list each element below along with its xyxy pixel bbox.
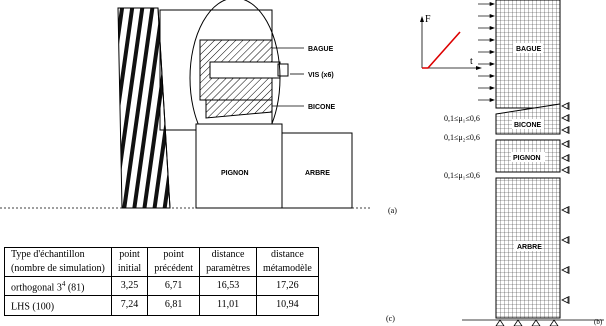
mesh-bague (496, 0, 560, 108)
table-cell: 6,81 (148, 296, 200, 315)
label-f: F (425, 14, 431, 25)
mesh-label-arbre: ARBRE (517, 244, 542, 251)
label-bicone: BICONE (308, 104, 336, 111)
table-row (5, 277, 319, 296)
label-arbre: ARBRE (305, 170, 330, 177)
label-bague: BAGUE (308, 46, 334, 53)
caption-b: (b) (594, 318, 603, 326)
figure-a-cross-section (0, 0, 400, 225)
mesh-label-bague: BAGUE (516, 46, 542, 53)
row-label: LHS (100) (5, 296, 112, 315)
header-cell: distance (256, 248, 318, 263)
friction-label-3: 0,1≤μ₁≤0,6 (444, 171, 480, 180)
figure-b-mesh-model (400, 0, 606, 326)
mesh-label-bicone: BICONE (514, 122, 542, 129)
header-cell: paramètres (200, 262, 257, 277)
load-ramp (422, 32, 460, 68)
header-cell: (nombre de simulation) (5, 262, 112, 277)
header-cell: précédent (148, 262, 200, 277)
bottom-supports (462, 320, 604, 326)
pignon-part (196, 124, 282, 208)
results-table (4, 247, 319, 316)
load-arrows (478, 3, 494, 102)
mesh-label-pignon: PIGNON (513, 155, 541, 162)
table-cell: 11,01 (200, 296, 257, 315)
header-cell: Type d'échantillon (5, 248, 112, 263)
header-cell: point (111, 248, 147, 263)
row-label: orthogonal $3^4$ (81) (5, 277, 112, 296)
gear-body (118, 8, 170, 208)
table-cell: 16,53 (200, 277, 257, 296)
label-vis: VIS (x6) (308, 72, 334, 79)
header-cell: métamodèle (256, 262, 318, 277)
table-header-row (5, 262, 319, 277)
header-cell: initial (111, 262, 147, 277)
table-cell: 10,94 (256, 296, 318, 315)
table-cell: 17,26 (256, 277, 318, 296)
header-cell: distance (200, 248, 257, 263)
table-header-row (5, 248, 319, 263)
friction-label-1: 0,1≤μ₁≤0,6 (444, 114, 480, 123)
label-pignon: PIGNON (221, 170, 249, 177)
caption-a: (a) (388, 206, 397, 215)
right-supports (562, 102, 569, 304)
friction-label-2: 0,1≤μ₂≤0,6 (444, 133, 480, 142)
table-cell: 6,71 (148, 277, 200, 296)
label-t: t (470, 56, 473, 67)
table-cell: 3,25 (111, 277, 147, 296)
caption-c: (c) (386, 314, 395, 323)
table-cell: 7,24 (111, 296, 147, 315)
screw (210, 62, 280, 78)
bicone-part (206, 100, 272, 118)
header-cell: point (148, 248, 200, 263)
table-row (5, 296, 319, 315)
